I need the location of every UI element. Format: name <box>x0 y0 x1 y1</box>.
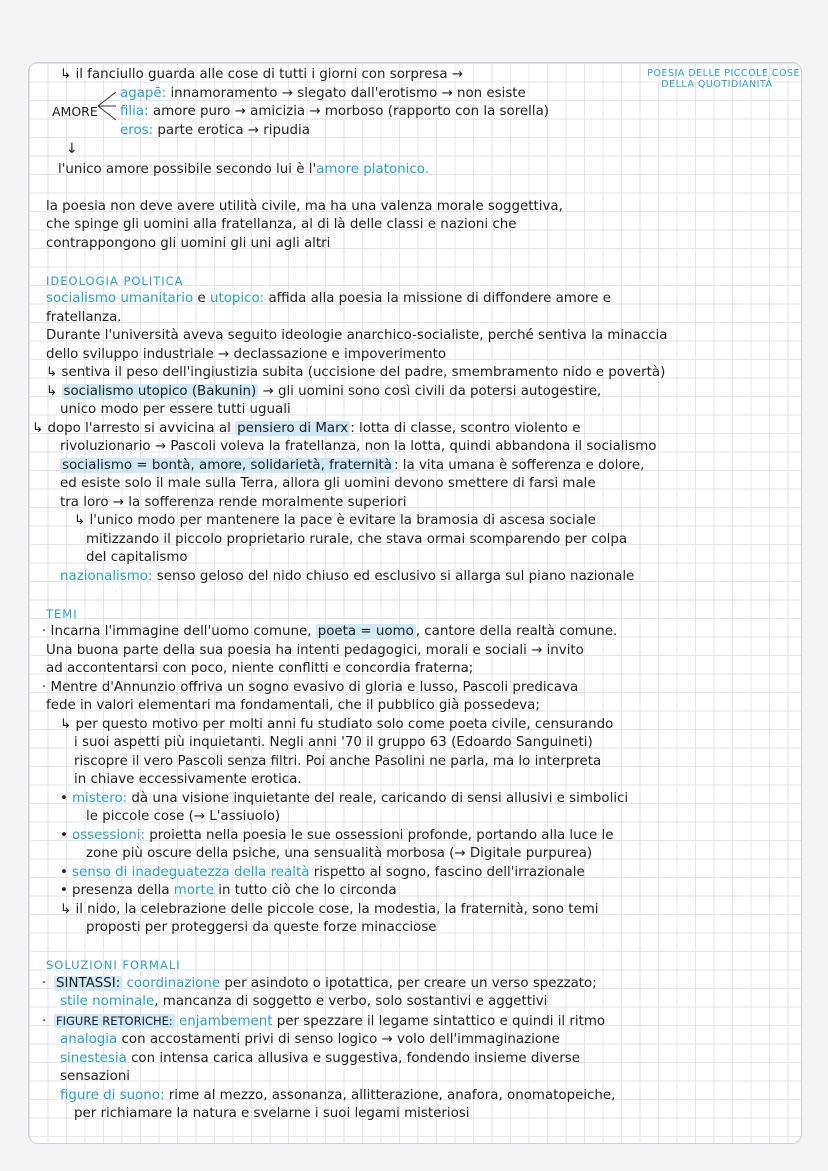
filia-line: filia: amore puro → amicizia → morboso (rapporto con la sorella) <box>120 104 550 119</box>
highlight: SINTASSI: <box>56 975 121 991</box>
amore-conclusion: l'unico amore possibile secondo lui è l'amore platonico. <box>58 161 429 177</box>
section-heading: TEMI <box>46 606 78 621</box>
intro-text: ↳ il fanciullo guarda alle cose di tutti i giorni con sorpresa → <box>60 67 464 82</box>
highlight: poeta = uomo <box>317 624 414 639</box>
section-heading: SOLUZIONI FORMALI <box>46 958 181 972</box>
intro-line <box>46 66 800 90</box>
notes-body <box>32 66 806 1124</box>
down-arrow-icon: ↓ <box>66 141 78 157</box>
highlight: socialismo = bontà, amore, solidarietà, fraternità <box>62 457 392 473</box>
highlight: socialismo utopico (Bakunin) <box>63 383 257 399</box>
highlight: FIGURE RETORICHE: <box>56 1013 173 1028</box>
highlight: pensiero di Marx <box>237 420 349 436</box>
eros-line: eros: parte erotica → ripudia <box>120 122 310 138</box>
side-note: POESIA DELLE PICCOLE COSE DELLA QUOTIDIANITÀ <box>647 68 800 90</box>
ideologia-section: IDEOLOGIA POLITICA socialismo umanitario e utopico: affida alla poesia la missione di diffondere amore e fratellanza. Durante l'università aveva seguito ideologie anarchico-socialiste, perché sentiva la minaccia dello sviluppo industriale → declassazione e impoverimento ↳ sentiva il peso dell'ingiustizia subita (uccisione del padre, smembramento nido e povertà) ↳ socialismo utopico (Bakunin) → gli uomini sono così civili da potersi autogestire, unico modo per essere tutti uguali ↳ dopo l'arresto si avvicina al pensiero di Marx : lotta di classe, scontro violento e rivoluzionario → Pascoli voleva la fratellanza, non la lotta, quindi abbandona il socialismo socialismo = bontà, amore, solidarietà, fraternità : la vita umana è sofferenza e dolore, ed esiste solo il male sulla Terra, allora gli uomini devono smettere di farsi male tra loro → la sofferenza rende moralmente superiori ↳ l'unico modo per mantenere la pace è evitare la bramosia di ascesa sociale mitizzando il piccolo proprietario rurale, che stava ormai scomparendo per colpa del capitalismo nazionalismo: senso geloso del nido chiuso ed esclusivo si allarga sul piano nazionale <box>46 272 806 587</box>
branch-arrows-icon <box>96 89 118 123</box>
amore-diagram <box>46 85 806 180</box>
amore-label: AMORE <box>52 103 98 119</box>
section-heading: IDEOLOGIA POLITICA <box>46 273 184 288</box>
poesia-paragraph: la poesia non deve avere utilità civile, ma ha una valenza morale soggettiva, che spinge gli uomini alla fratellanza, al di là delle classi e nazioni che contrappongono gli uomini gli uni agli altri <box>46 198 563 251</box>
agape-line: agapē: innamoramento → slegato dall'erotismo → non esiste <box>120 85 526 101</box>
temi-section: TEMI · Incarna l'immagine dell'uomo comune, poeta = uomo , cantore della realtà comune. Una buona parte della sua poesia ha intenti pedagogici, morali e sociali → invito ad accontentarsi con poco, niente conflitti e concordia fraterna; · Mentre d'Annunzio offriva un sogno evasivo di gloria e lusso, Pascoli predicava fede in valori elementari ma fondamentali, che il pubblico già possedeva; ↳ per questo motivo per molti anni fu studiato solo come poeta civile, censurando i suoi aspetti più inquietanti. Negli anni '70 il gruppo 63 (Edoardo Sanguineti) riscopre il vero Pascoli senza filtri. Poi anche Pasolini ne parla, ma lo interpreta in chiave eccessivamente erotica. • mistero: dà una visione inquietante del reale, caricando di sensi allusivi e simbolici le piccole cose (→ L'assiuolo) • ossessioni: proietta nella poesia le sue ossessioni profonde, portando alla luce le zone più oscure della psiche, una sensualità morbosa (→ Digitale purpurea) • senso di inadeguatezza della realtà rispetto al sogno, fascino dell'irrazionale • presenza della morte in tutto ciò che lo circonda ↳ il nido, la celebrazione delle piccole cose, la modestia, la fraternità, sono temi proposti per proteggersi da queste forze minacciose <box>46 605 806 938</box>
soluzioni-section: SOLUZIONI FORMALI · SINTASSI: coordinazione per asindoto o ipotattica, per creare un verso spezzato; stile nominale, mancanza di soggetto e verbo, solo sostantivi e aggettivi · FIGURE RETORICHE: enjambement per spezzare il legame sintattico e quindi il ritmo analogia con accostamenti privi di senso logico → volo dell'immaginazione sinestesia con intensa carica allusiva e suggestiva, fondendo insieme diverse sensazioni figure di suono: rime al mezzo, assonanza, allitterazione, anafora, onomatopeiche, per richiamare la natura e svelarne i suoi legami misteriosi <box>46 956 806 1124</box>
